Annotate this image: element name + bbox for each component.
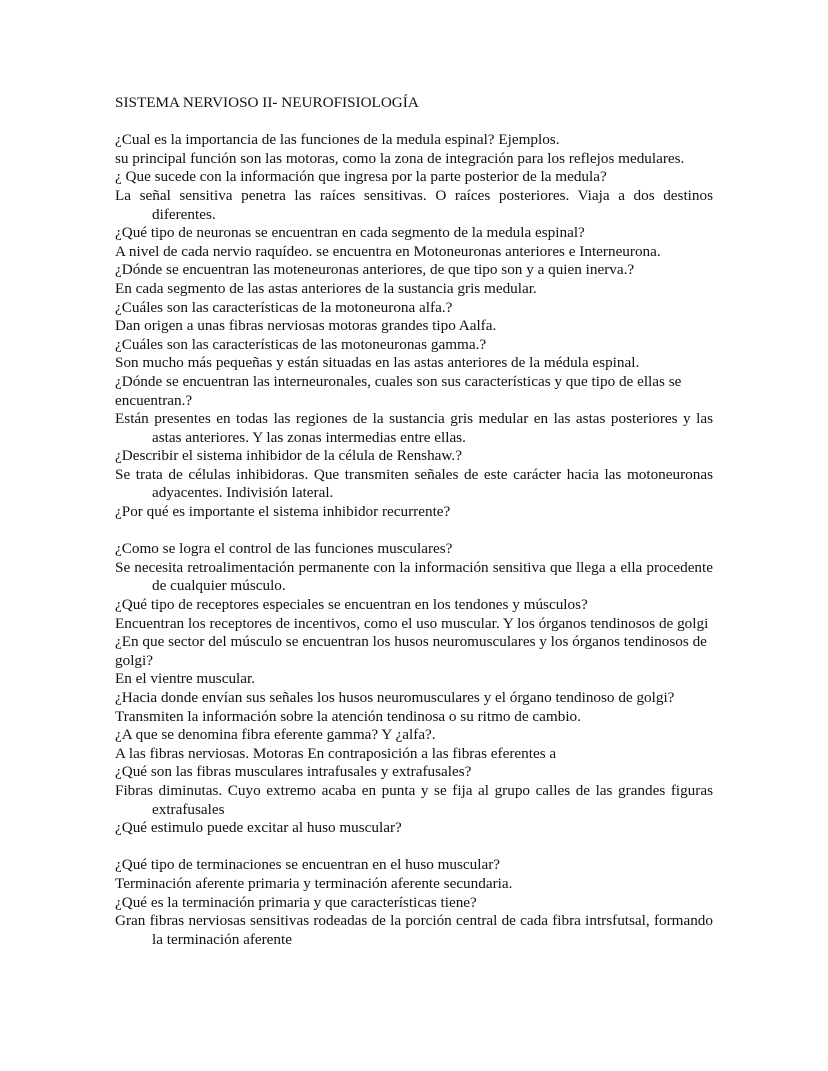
question-motoneuronas-gamma: ¿Cuáles son las características de las motoneuronas gamma.? (115, 335, 487, 353)
question-estimulo-huso: ¿Qué estimulo puede excitar al huso muscular? (115, 819, 402, 837)
answer-control-muscular: Se necesita retroalimentación permanente con la información sensitiva que llega a ella procedente de cualquier músculo. (115, 558, 713, 595)
question-interneuronas: ¿Dónde se encuentran las interneuronales, cuales son sus características y que tipo de ellas se encuentran.? (115, 372, 682, 409)
answer-terminacion-primaria: Gran fibras nerviosas sensitivas rodeadas de la porción central de cada fibra intrsfutsal, formando la terminación aferente (115, 912, 713, 948)
question-informacion-posterior: ¿ Que sucede con la información que ingresa por la parte posterior de la medula? (115, 168, 607, 186)
answer-medula-funciones: su principal función son las motoras, como la zona de integración para los reflejos medulares. (115, 149, 685, 167)
question-tipo-terminaciones: ¿Qué tipo de terminaciones se encuentran en el huso muscular? (115, 856, 501, 874)
answer-fibra-eferente: A las fibras nerviosas. Motoras En contraposición a las fibras eferentes a (115, 744, 557, 762)
question-inhibidor-recurrente: ¿Por qué es importante el sistema inhibidor recurrente? (115, 503, 451, 521)
question-terminacion-primaria: ¿Qué es la terminación primaria y que características tiene? (115, 893, 477, 911)
question-motoneurona-alfa: ¿Cuáles son las características de la motoneurona alfa.? (115, 298, 453, 316)
blank-line (115, 522, 713, 541)
blank-line (115, 838, 713, 857)
answer-sector-musculo: En el vientre muscular. (115, 670, 256, 688)
question-renshaw: ¿Describir el sistema inhibidor de la célula de Renshaw.? (115, 447, 462, 465)
question-motoneuronas-anteriores: ¿Dónde se encuentran las moteneuronas anteriores, de que tipo son y a quien inerva.? (115, 261, 635, 279)
answer-informacion-posterior: La señal sensitiva penetra las raíces sensitivas. O raíces posteriores. Viaja a dos destinos diferentes. (115, 186, 713, 223)
question-sector-musculo: ¿En que sector del músculo se encuentran los husos neuromusculares y los órganos tendinosos de golgi? (115, 633, 707, 669)
answer-fibras-intrafusales: Fibras diminutas. Cuyo extremo acaba en punta y se fija al grupo calles de las grandes figuras extrafusales (115, 781, 713, 818)
question-senales-husos: ¿Hacia donde envían sus señales los husos neuromusculares y el órgano tendinoso de golgi? (115, 689, 675, 706)
answer-receptores-especiales: Encuentran los receptores de incentivos, como el uso muscular. Y los órganos tendinosos de golgi (115, 614, 709, 632)
answer-tipo-neuronas: A nivel de cada nervio raquídeo. se encuentra en Motoneuronas anteriores e Interneurona. (115, 242, 661, 260)
answer-motoneuronas-anteriores: En cada segmento de las astas anteriores de la sustancia gris medular. (115, 279, 537, 297)
question-fibras-intrafusales: ¿Qué son las fibras musculares intrafusales y extrafusales? (115, 763, 472, 781)
answer-interneuronas: Están presentes en todas las regiones de la sustancia gris medular en las astas posteriores y las astas anteriores. Y las zonas intermedias entre ellas. (115, 410, 713, 446)
question-fibra-eferente: ¿A que se denomina fibra eferente gamma? Y ¿alfa?. (115, 726, 436, 744)
answer-motoneurona-alfa: Dan origen a unas fibras nerviosas motoras grandes tipo Aalfa. (115, 317, 497, 335)
answer-motoneuronas-gamma: Son mucho más pequeñas y están situadas en las astas anteriores de la médula espinal. (115, 354, 640, 372)
question-control-muscular: ¿Como se logra el control de las funciones musculares? (115, 540, 453, 558)
answer-senales-husos: Transmiten la información sobre la atención tendinosa o su ritmo de cambio. (115, 707, 581, 725)
answer-renshaw: Se trata de células inhibidoras. Que transmiten señales de este carácter hacia las motoneuronas adyacentes. Indivisión lateral. (115, 465, 713, 502)
question-medula-funciones: ¿Cual es la importancia de las funciones de la medula espinal? Ejemplos. (115, 131, 560, 149)
question-receptores-especiales: ¿Qué tipo de receptores especiales se encuentran en los tendones y músculos? (115, 596, 588, 614)
answer-tipo-terminaciones: Terminación aferente primaria y terminación aferente secundaria. (115, 874, 513, 892)
question-tipo-neuronas: ¿Qué tipo de neuronas se encuentran en cada segmento de la medula espinal? (115, 224, 585, 242)
document-page (115, 94, 713, 949)
document-title: SISTEMA NERVIOSO II- NEUROFISIOLOGÍA (115, 94, 419, 111)
